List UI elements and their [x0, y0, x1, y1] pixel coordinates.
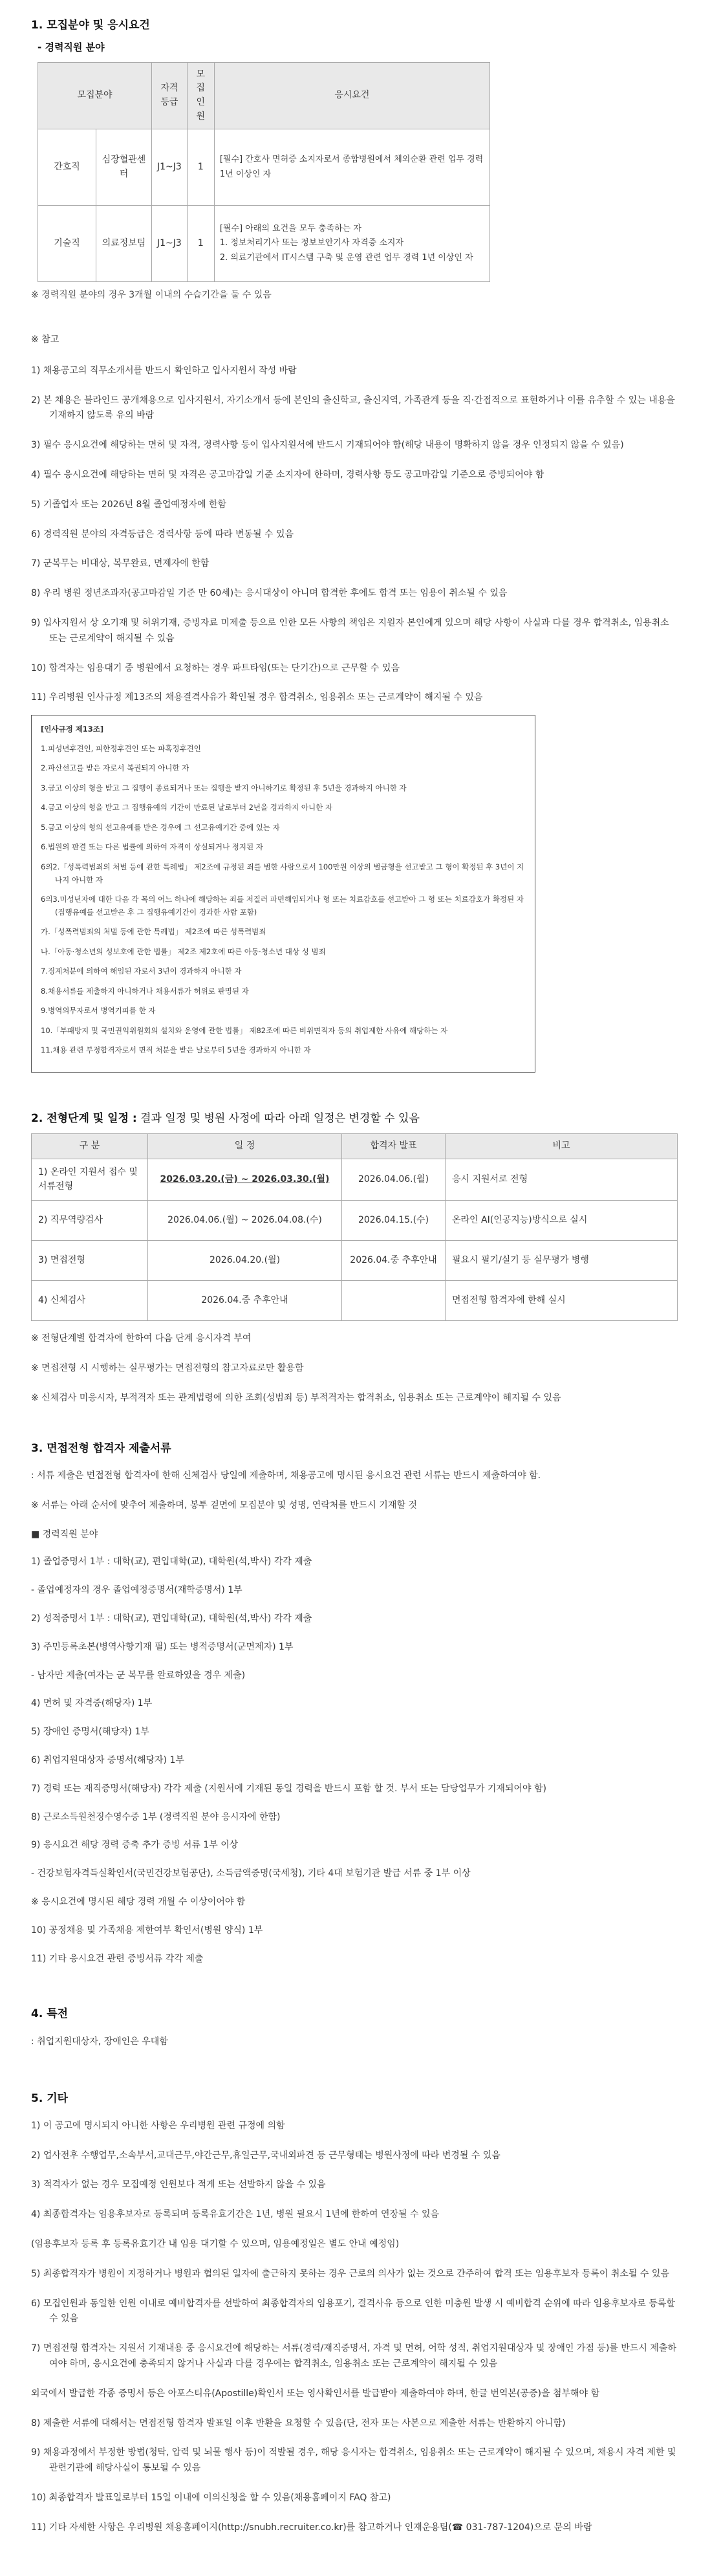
- ref-title: ※ 참고: [31, 334, 59, 345]
- row1-grade: J1~J3: [152, 129, 188, 206]
- misc-list: [31, 2119, 679, 2536]
- row2-req-line: 1. 정보처리기사 또는 정보보안기사 자격증 소지자: [219, 238, 404, 248]
- document-item: 7) 경력 또는 재직증명서(해당자) 각각 제출 (지원서에 기재된 동일 경력을 반드시 포함 할 것. 부서 또는 담당업무가 기재되어야 함): [31, 1783, 546, 1794]
- schedule-note: 응시 지원서로 전형: [446, 1159, 678, 1201]
- document-item: 2) 성적증명서 1부 : 대학(교), 편입대학(교), 대학원(석,박사) 각각 제출: [31, 1613, 312, 1624]
- section2-note: ※ 전형단계별 합격자에 한하여 다음 단계 응시자격 부여: [31, 1333, 252, 1344]
- section4-text: : 취업지원대상자, 장애인은 우대함: [31, 2036, 168, 2047]
- regulation-title: [인사규정 제13조]: [41, 725, 104, 734]
- regulation-box: [31, 715, 535, 1073]
- misc-item: 1) 이 공고에 명시되지 아니한 사항은 우리병원 관련 규정에 의함: [31, 2120, 285, 2131]
- misc-item: 10) 최종합격자 발표일로부터 15일 이내에 이의신청을 할 수 있음(채용홈페이지 FAQ 참고): [31, 2493, 391, 2504]
- row2-grade: J1~J3: [152, 206, 188, 282]
- schedule-date: 2026.04.중 추후안내: [148, 1281, 342, 1321]
- schedule-result: 2026.04.중 추후안내: [342, 1241, 446, 1281]
- document-item: 10) 공정채용 및 가족채용 제한여부 확인서(병원 양식) 1부: [31, 1925, 263, 1936]
- schedule-result: 2026.04.15.(수): [342, 1201, 446, 1241]
- misc-item: 3) 적격자가 없는 경우 모집예정 인원보다 적게 또는 선발하지 않을 수 있음: [31, 2179, 326, 2190]
- section3-bullet: ■ 경력직원 분야: [31, 1529, 98, 1540]
- row1-dept: 심장혈관센터: [96, 129, 152, 206]
- section2-title: [31, 1110, 679, 1127]
- ref-item: 8) 우리 병원 정년조과자(공고마감일 기준 만 60세)는 응시대상이 아니며 합격한 후에도 합격 또는 임용이 취소될 수 있음: [31, 588, 508, 599]
- misc-item: 8) 제출한 서류에 대해서는 면접전형 합격자 발표일 이후 반환을 요청할 수 있음(단, 전자 또는 사본으로 제출한 서류는 반환하지 아니함): [31, 2418, 566, 2429]
- th-result: 합격자 발표: [342, 1134, 446, 1159]
- regulation-item: 8.채용서류를 제출하지 아니하거나 채용서류가 허위로 판명된 자: [41, 986, 249, 996]
- section5-title: 5. 기타: [31, 2091, 69, 2105]
- document-item: - 졸업예정자의 경우 졸업예정증명서(재학증명서) 1부: [31, 1585, 242, 1596]
- ref-item: 2) 본 채용은 블라인드 공개채용으로 입사지원서, 자기소개서 등에 본인의 출신학교, 출신지역, 가족관계 등을 직·간접적으로 표현하거나 이를 유추할 수 있는 내용을 기재하지 않도록 유의 바람: [31, 395, 675, 421]
- row2-req-line: 2. 의료기관에서 IT시스템 구축 및 운영 관련 업무 경력 1년 이상인 자: [219, 253, 473, 263]
- row1-req: [필수] 간호사 면허증 소지자로서 종합병원에서 체외순환 관련 업무 경력 1년 이상인 자: [214, 129, 489, 206]
- recruit-table: [38, 62, 490, 283]
- schedule-stage: 3) 면접전형: [32, 1241, 148, 1281]
- th-stage: 구 분: [32, 1134, 148, 1159]
- row2-req: [214, 206, 489, 282]
- schedule-table: [31, 1133, 678, 1321]
- section1-title: 1. 모집분야 및 응시요건: [31, 19, 150, 32]
- misc-item: 6) 모집인원과 동일한 인원 이내로 예비합격자를 선발하여 최종합격자의 임용포기, 결격사유 등으로 인한 미충원 발생 시 예비합격 순위에 따라 임용후보자로 등록할 수 있음: [31, 2298, 675, 2324]
- schedule-result: 2026.04.06.(월): [342, 1159, 446, 1201]
- misc-item: 5) 최종합격자가 병원이 지정하거나 병원과 협의된 일자에 출근하지 못하는 경우 근로의 의사가 없는 것으로 간주하여 합격 또는 임용후보자 등록이 취소될 수 있음: [31, 2268, 669, 2279]
- schedule-result: [342, 1281, 446, 1321]
- ref-item: 7) 군복무는 비대상, 복무완료, 면제자에 한함: [31, 558, 210, 569]
- section2-note: ※ 면접전형 시 시행하는 실무평가는 면접전형의 참고자료로만 활용함: [31, 1363, 304, 1374]
- row2-category: 기술직: [38, 206, 96, 282]
- regulation-item: 6의3.미성년자에 대한 다음 각 목의 어느 하나에 해당하는 죄를 저질러 파면해임되거나 형 또는 치료감호를 선고받아 그 형 또는 치료감호가 확정된 자(집행유예를 선고받은 후 그 집행유예기간이 경과한 사람 포함): [41, 895, 524, 917]
- section3-title: 3. 면접전형 합격자 제출서류: [31, 1441, 171, 1455]
- th-note: 비고: [446, 1134, 678, 1159]
- schedule-date: 2026.04.06.(월) ~ 2026.04.08.(수): [148, 1201, 342, 1241]
- document-item: 11) 기타 응시요건 관련 증빙서류 각각 제출: [31, 1953, 204, 1964]
- row2-count: 1: [187, 206, 214, 282]
- schedule-stage: 4) 신체검사: [32, 1281, 148, 1321]
- ref-item: 10) 합격자는 임용대기 중 병원에서 요청하는 경우 파트타임(또는 단기간)으로 근무할 수 있음: [31, 662, 400, 673]
- misc-item: 11) 기타 자세한 사항은 우리병원 채용홈페이지(http://snubh.recruiter.co.kr)를 참고하거나 인재운용팀(☎ 031-787-1204)으로 문의 바람: [31, 2522, 592, 2533]
- regulation-item: 3.금고 이상의 형을 받고 그 집행이 종료되거나 또는 집행을 받지 아니하기로 확정된 후 5년을 경과하지 아니한 자: [41, 783, 407, 792]
- regulation-item: 4.금고 이상의 형을 받고 그 집행유예의 기간이 만료된 날로부터 2년을 경과하지 아니한 자: [41, 803, 332, 813]
- schedule-note: 온라인 AI(인공지능)방식으로 실시: [446, 1201, 678, 1241]
- schedule-date: 2026.04.20.(월): [148, 1241, 342, 1281]
- regulation-item: 10.「부패방지 및 국민권익위원회의 설치와 운영에 관한 법률」 제82조에 따른 비위면직자 등의 취업제한 사유에 해당하는 자: [41, 1025, 448, 1035]
- ref-item: 4) 필수 응시요건에 해당하는 면허 및 자격은 공고마감일 기준 소지자에 한하며, 경력사항 등도 공고마감일 기준으로 증빙되어야 함: [31, 470, 544, 481]
- regulation-item: 11.채용 관련 부정합격자로서 면직 처분을 받은 날로부터 5년을 경과하지 아니한 자: [41, 1045, 311, 1055]
- section1-note: ※ 경력직원 분야의 경우 3개월 이내의 수습기간을 둘 수 있음: [31, 290, 272, 301]
- regulation-item: 6의2.「성폭력범죄의 처벌 등에 관한 특례법」 제2조에 규정된 죄를 범한 사람으로서 100만원 이상의 벌금형을 선고받고 그 형이 확정된 후 3년이 지나지 아니한 자: [41, 862, 524, 884]
- misc-item: 9) 채용과정에서 부정한 방법(청탁, 압력 및 뇌물 행사 등)이 적발될 경우, 해당 응시자는 합격취소, 임용취소 또는 근로계약이 해지될 수 있으며, 채용시 자격 제한 및 관련기관에 해당사실이 통보될 수 있음: [31, 2447, 676, 2474]
- th-req: 응시요건: [214, 62, 489, 129]
- section3-intro: : 서류 제출은 면접전형 합격자에 한해 신체검사 당일에 제출하며, 채용공고에 명시된 응시요건 관련 서류는 반드시 제출하여야 함.: [31, 1470, 541, 1481]
- document-item: 1) 졸업증명서 1부 : 대학(교), 편입대학(교), 대학원(석,박사) 각각 제출: [31, 1556, 312, 1567]
- document-item: 9) 응시요건 해당 경력 증축 추가 증빙 서류 1부 이상: [31, 1840, 239, 1851]
- schedule-note: 면접전형 합격자에 한해 실시: [446, 1281, 678, 1321]
- schedule-stage: 1) 온라인 지원서 접수 및 서류전형: [32, 1159, 148, 1201]
- ref-item: 9) 입사지원서 상 오기재 및 허위기재, 증빙자료 미제출 등으로 인한 모든 사항의 책임은 지원자 본인에게 있으며 해당 사항이 사실과 다를 경우 합격취소, 임용취소 또는 근로계약이 해지될 수 있음: [31, 618, 669, 644]
- section2-title-main: 2. 전형단계 및 일정 :: [31, 1112, 137, 1126]
- document-item: 5) 장애인 증명서(해당자) 1부: [31, 1727, 149, 1738]
- misc-item: (임용후보자 등록 후 등록유효기간 내 임용 대기할 수 있으며, 임용예정일은 별도 안내 예정임): [31, 2239, 400, 2250]
- row1-category: 간호직: [38, 129, 96, 206]
- document-item: 3) 주민등록초본(병역사항기재 필) 또는 병적증명서(군면제자) 1부: [31, 1641, 294, 1652]
- regulation-item: 9.병역의무자로서 병역기피를 한 자: [41, 1006, 156, 1016]
- section2-note: ※ 신체검사 미응시자, 부적격자 또는 관계법령에 의한 조회(성범죄 등) 부적격자는 합격취소, 임용취소 또는 근로계약이 해지될 수 있음: [31, 1393, 561, 1404]
- misc-item: 7) 면접전형 합격자는 지원서 기재내용 중 응시요건에 해당하는 서류(경력/재직증명서, 자격 및 면허, 어학 성적, 취업지원대상자 및 장애인 가점 등)를 반드시 제출하여야 하며, 응시요건에 충족되지 않거나 사실과 다를 경우에는 합격취소, 임용취소 또는 근로계약이 해지될 수 있음: [31, 2343, 676, 2370]
- misc-item: 2) 업사전후 수행업무,소속부서,교대근무,야간근무,휴일근무,국내외파견 등 근무형태는 병원사정에 따라 변경될 수 있음: [31, 2150, 500, 2161]
- section4-title: 4. 특전: [31, 2007, 69, 2021]
- th-count: 모집인원: [187, 62, 214, 129]
- row2-req-line: [필수] 아래의 요건을 모두 충족하는 자: [219, 223, 361, 234]
- row1-count: 1: [187, 129, 214, 206]
- document-item: 8) 근로소득원천징수영수증 1부 (경력직원 분야 응시자에 한함): [31, 1811, 281, 1822]
- th-field: 모집분야: [38, 62, 152, 129]
- schedule-note: 필요시 필기/실기 등 실무평가 병행: [446, 1241, 678, 1281]
- ref-item: 5) 기졸업자 또는 2026년 8월 졸업예정자에 한함: [31, 499, 226, 510]
- regulation-item: 2.파산선고를 받은 자로서 복권되지 아니한 자: [41, 763, 189, 773]
- ref-item: 3) 필수 응시요건에 해당하는 면허 및 자격, 경력사항 등이 입사지원서에 반드시 기재되어야 함(해당 내용이 명확하지 않을 경우 인정되지 않을 수 있음): [31, 440, 624, 451]
- regulation-item: 7.징계처분에 의하여 해임된 자로서 3년이 경과하지 아니한 자: [41, 966, 242, 976]
- schedule-date: 2026.03.20.(금) ~ 2026.03.30.(월): [148, 1159, 342, 1201]
- regulation-item: 나.「아동·청소년의 성보호에 관한 법률」 제2조 제2호에 따른 아동·청소년 대상 성 범죄: [41, 946, 326, 956]
- document-item: 6) 취업지원대상자 증명서(해당자) 1부: [31, 1755, 184, 1766]
- th-grade: 자격등급: [152, 62, 188, 129]
- th-schedule: 일 정: [148, 1134, 342, 1159]
- section3-intro: ※ 서류는 아래 순서에 맞추어 제출하며, 봉투 겉면에 모집분야 및 성명, 연락처를 반드시 기재할 것: [31, 1500, 417, 1511]
- ref-item: 6) 경력직원 분야의 자격등급은 경력사항 등에 따라 변동될 수 있음: [31, 529, 294, 540]
- row2-dept: 의료정보팀: [96, 206, 152, 282]
- document-item: 4) 면허 및 자격증(해당자) 1부: [31, 1698, 153, 1709]
- misc-item: 외국에서 발급한 각종 증명서 등은 아포스티유(Apostille)확인서 또는 영사확인서를 발급받아 제출하여야 하며, 한글 번역본(공증)을 첨부해야 함: [31, 2388, 599, 2399]
- document-item: - 남자만 제출(여자는 군 복무를 완료하였을 경우 제출): [31, 1670, 246, 1681]
- section2-title-note: 결과 일정 및 병원 사정에 따라 아래 일정은 변경할 수 있음: [136, 1112, 420, 1126]
- misc-item: 4) 최종합격자는 임용후보자로 등록되며 등록유효기간은 1년, 병원 필요시 1년에 한하여 연장될 수 있음: [31, 2209, 439, 2220]
- ref-list: [31, 364, 679, 706]
- regulation-item: 6.법원의 판결 또는 다른 법률에 의하여 자격이 상실되거나 정지된 자: [41, 842, 263, 852]
- regulation-item: 1.피성년후견인, 피한정후견인 또는 파혹정후견인: [41, 743, 201, 753]
- regulation-item: 가.「성폭력범죄의 처벌 등에 관한 특례법」 제2조에 따른 성폭력범죄: [41, 927, 266, 937]
- schedule-stage: 2) 직무역량검사: [32, 1201, 148, 1241]
- document-item: - 건강보험자격득실확인서(국민건강보험공단), 소득금액증명(국세청), 기타 4대 보험기관 발급 서류 중 1부 이상: [31, 1868, 471, 1879]
- section1-subhead: - 경력직원 분야: [38, 41, 105, 54]
- ref-item: 11) 우리병원 인사규정 제13조의 채용결격사유가 확인될 경우 합격취소, 임용취소 또는 근로계약이 해지될 수 있음: [31, 692, 483, 703]
- document-list: [31, 1555, 679, 1967]
- regulation-item: 5.금고 이상의 형의 선고유예를 받은 경우에 그 선고유예기간 중에 있는 자: [41, 822, 280, 832]
- document-item: ※ 응시요건에 명시된 해당 경력 개월 수 이상이어야 함: [31, 1897, 246, 1908]
- ref-item: 1) 채용공고의 직무소개서를 반드시 확인하고 입사지원서 작성 바람: [31, 365, 297, 376]
